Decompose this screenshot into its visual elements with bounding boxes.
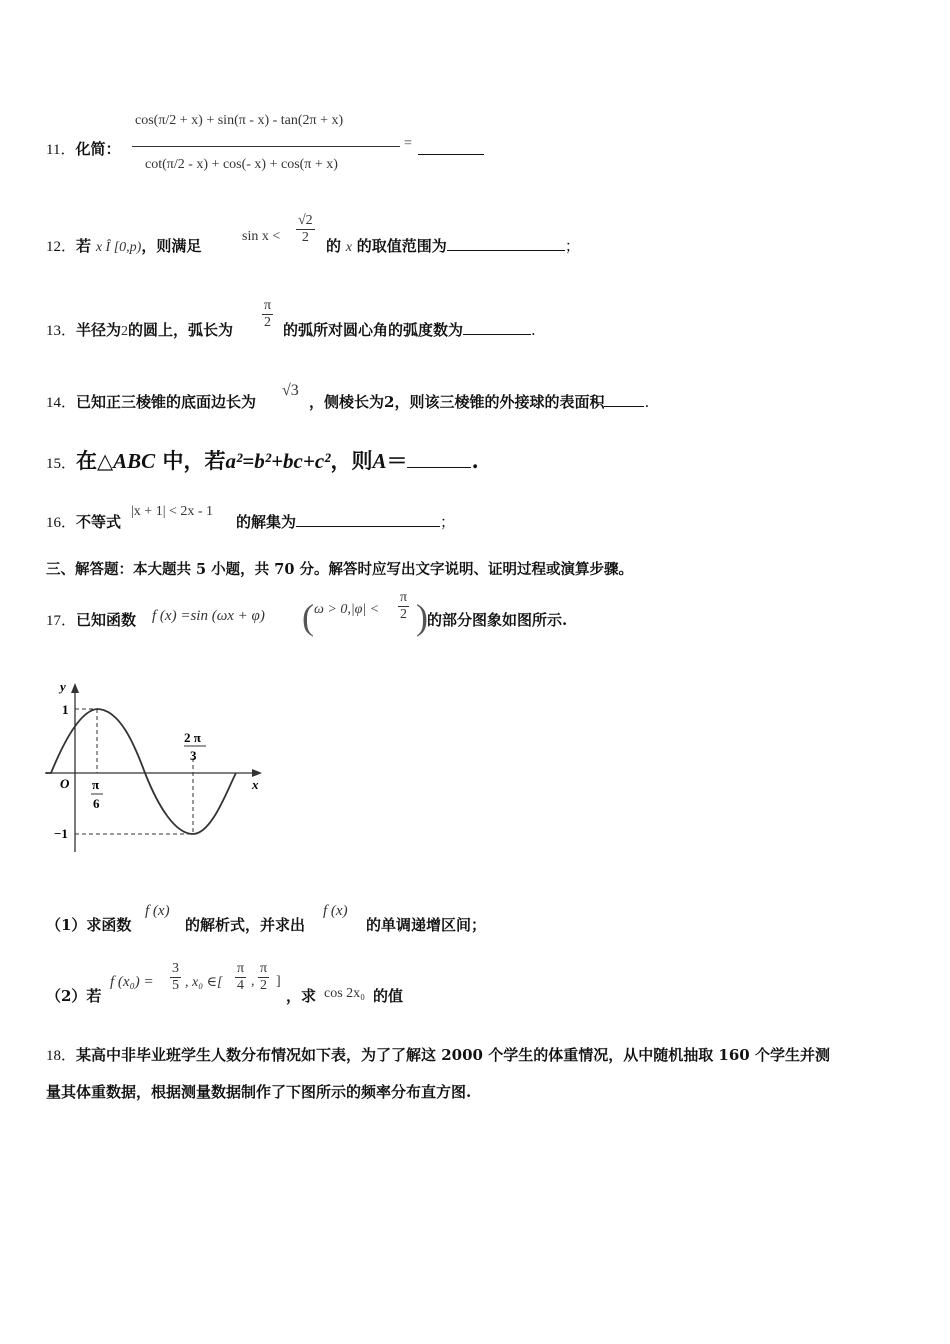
q12-end: ；	[564, 237, 580, 255]
q17-paren-left: (	[302, 597, 314, 637]
2pi3-label-den: 3	[190, 748, 197, 763]
q15-end: .	[471, 448, 479, 473]
q12-frac-den: 2	[296, 229, 315, 246]
q16-number: 16．	[46, 515, 77, 531]
q18-number: 18．	[46, 1048, 77, 1064]
q12-var: x	[345, 240, 353, 255]
q18-line2: 量其体重数据，根据测量数据制作了下图所示的频率分布直方图.	[46, 1083, 472, 1101]
q17-part1-mid: 的解析式，并求出	[185, 916, 306, 934]
q17-part2-b-d: 2	[258, 977, 269, 994]
q12-pre: 若	[76, 237, 92, 255]
q15-pre: 在△	[76, 448, 114, 473]
q14-end: .	[644, 393, 650, 411]
x-axis-arrow	[252, 769, 262, 777]
q12-number: 12．	[46, 239, 77, 255]
q13-end: .	[531, 321, 536, 339]
q16-end: ；	[440, 513, 456, 531]
q17-frac-den: 2	[398, 606, 409, 623]
q17-part2-post: 的值	[373, 987, 404, 1005]
q16-post: 的解集为	[236, 513, 297, 531]
q17-part2-cos: cos 2x₀	[324, 986, 366, 1001]
q14-answer-blank	[604, 392, 644, 407]
q15-number: 15．	[46, 456, 77, 472]
q11-number: 11．	[46, 142, 76, 158]
q17-part2-fd: 5	[172, 978, 179, 993]
q17-part1-pre: （1）求函数	[46, 916, 132, 934]
q17-paren-right: )	[416, 597, 428, 637]
q17-part1	[46, 915, 131, 935]
q11-fraction-bar	[132, 146, 400, 147]
q17-part2-frac-b	[258, 961, 269, 994]
question-17	[46, 610, 136, 631]
q17-part2-pre: （2）若	[46, 987, 102, 1005]
question-13	[46, 320, 233, 342]
origin-label: O	[60, 776, 70, 791]
q17-part2-frac	[170, 961, 181, 994]
q14-pre: 已知正三棱锥的底面边长为	[76, 393, 257, 411]
q17-part2-a-n: π	[237, 961, 245, 976]
q17-part2-mid: ，求	[286, 987, 317, 1005]
q12-answer-blank	[447, 236, 565, 251]
question-15	[46, 448, 479, 477]
q17-part2-close: ]	[276, 974, 281, 989]
q17-number: 17．	[46, 613, 77, 629]
q12-frac-num: √2	[298, 213, 313, 228]
section-3-heading: 三、解答题：本大题共 5 小题，共 70 分。解答时应写出文字说明、证明过程或演算步骤。	[46, 561, 633, 578]
q14-number: 14．	[46, 395, 77, 411]
q17-part1-post: 的单调递增区间；	[366, 916, 487, 934]
q16-rest	[236, 512, 455, 532]
pi6-label-den: 6	[93, 796, 100, 811]
x-axis-label: x	[252, 777, 259, 792]
q12-post: 的取值范围为	[356, 237, 447, 255]
q11-denominator: cot(π/2 - x) + cos(- x) + cos(π + x)	[145, 157, 338, 172]
q12-rest	[326, 236, 580, 258]
q17-part2-fn: 3	[172, 961, 179, 976]
q11-numerator: cos(π/2 + x) + sin(π - x) - tan(2π + x)	[135, 113, 344, 128]
q17-part1-f: f (x)	[145, 903, 170, 919]
question-12	[46, 236, 201, 258]
q17-function: f (x) =sin (ωx + φ)	[152, 608, 265, 624]
q13-rest	[283, 320, 536, 340]
q17-post: 的部分图象如图所示.	[427, 611, 568, 629]
q17-part2	[46, 986, 101, 1006]
q15-eqsign: ＝	[386, 448, 408, 473]
q15-A: A	[372, 449, 387, 473]
q13-answer-blank	[463, 320, 531, 335]
q17-part2-comma: ,	[251, 974, 255, 989]
q17-part2-a-d: 4	[235, 977, 246, 994]
q17-condition: ω > 0,|φ| <	[314, 602, 380, 617]
q11-answer-blank	[418, 154, 484, 155]
q15-answer-blank	[407, 449, 471, 468]
q17-part2-frac-a	[235, 961, 246, 994]
q17-part1-f2: f (x)	[323, 903, 348, 919]
q17-pre: 已知函数	[76, 611, 137, 629]
y-tick-1: 1	[62, 702, 69, 717]
q17-frac-num: π	[400, 590, 408, 605]
q14-rest	[309, 392, 649, 412]
question-18	[46, 1045, 830, 1066]
pi6-label-num: π	[92, 777, 100, 792]
q13-post: 的弧所对圆心角的弧度数为	[283, 321, 464, 339]
q17-part2-f: f (x₀) =	[110, 974, 154, 990]
y-axis-label: y	[60, 679, 66, 694]
q14-post: ，侧棱长为2，则该三棱锥的外接球的表面积	[309, 393, 605, 411]
q15-mid: 中，若	[155, 448, 226, 473]
q17-part2-cond: , x₀ ∈[	[185, 975, 223, 990]
q15-abc: ABC	[113, 449, 156, 473]
y-tick-neg1: −1	[54, 826, 68, 841]
q16-pre: 不等式	[76, 513, 122, 531]
2pi3-label-num: 2 π	[184, 730, 201, 745]
q18-line1: 某高中非毕业班学生人数分布情况如下表，为了了解这 2000 个学生的体重情况，从中随机抽取 160 个学生并测	[76, 1046, 830, 1064]
q12-ineq-lhs: sin x <	[242, 229, 281, 244]
q16-answer-blank	[296, 512, 440, 527]
q15-post: ，则	[330, 448, 373, 473]
q13-mid: 的圆上，弧长为	[128, 321, 234, 339]
q13-radius: 2	[121, 324, 129, 339]
q16-inequality: |x + 1| < 2x - 1	[131, 504, 214, 519]
q12-fraction	[296, 213, 315, 246]
question-14	[46, 392, 256, 413]
q13-fraction	[262, 298, 273, 331]
q14-sqrt: √3	[282, 382, 299, 399]
sine-graph	[40, 676, 270, 856]
q13-number: 13．	[46, 323, 77, 339]
q12-condition: x Î [0,p)	[95, 240, 142, 255]
q13-frac-den: 2	[262, 314, 273, 331]
q13-frac-num: π	[264, 298, 272, 313]
q11-equals: =	[404, 136, 412, 151]
q15-equation: a²=b²+bc+c²	[225, 449, 331, 473]
q12-mid: ，则满足	[141, 237, 202, 255]
q12-mid2: 的	[326, 237, 342, 255]
y-axis-arrow	[71, 683, 79, 693]
q17-part2-b-n: π	[260, 961, 268, 976]
question-11	[46, 139, 120, 160]
q13-pre: 半径为	[76, 321, 122, 339]
q17-fraction	[398, 590, 409, 623]
question-16	[46, 512, 121, 533]
q11-label: 化简：	[75, 140, 121, 158]
